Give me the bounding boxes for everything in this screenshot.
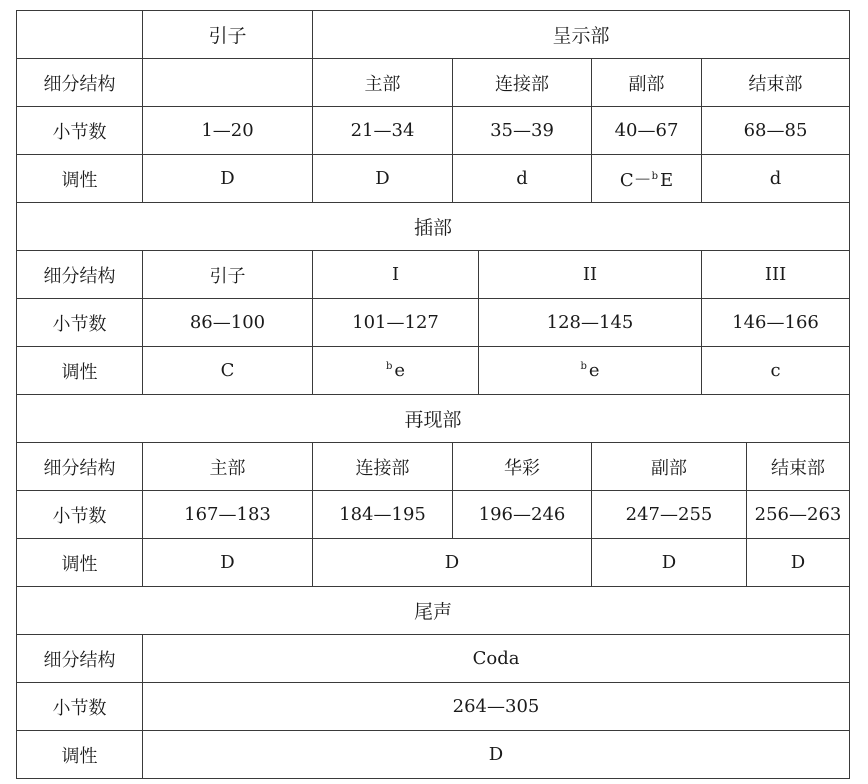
bars-cell: 68—85 xyxy=(702,107,850,155)
recapitulation-key-row xyxy=(17,539,850,587)
key-text: e xyxy=(588,360,600,381)
recapitulation-structure-row xyxy=(17,443,850,491)
coda-key-row xyxy=(17,731,850,779)
key-text: e xyxy=(394,360,406,381)
coda-heading: 尾声 xyxy=(17,587,850,635)
structure-cell: 引子 xyxy=(143,251,313,299)
recapitulation-heading: 再现部 xyxy=(17,395,850,443)
coda-structure-row xyxy=(17,635,850,683)
structure-cell: 副部 xyxy=(592,59,702,107)
bars-cell: 167—183 xyxy=(143,491,313,539)
key-cell xyxy=(479,347,702,395)
row-label-bars: 小节数 xyxy=(17,491,143,539)
row-label-bars: 小节数 xyxy=(17,683,143,731)
row-label-key: 调性 xyxy=(17,731,143,779)
structure-cell: 主部 xyxy=(143,443,313,491)
episode-bars-row xyxy=(17,299,850,347)
key-text: C－ xyxy=(619,169,652,191)
episode-heading: 插部 xyxy=(17,203,850,251)
key-cell xyxy=(592,155,702,203)
episode-heading-row xyxy=(17,203,850,251)
bars-cell: 196—246 xyxy=(453,491,592,539)
key-cell: D xyxy=(747,539,850,587)
exposition-structure-row xyxy=(17,59,850,107)
row-label-bars: 小节数 xyxy=(17,107,143,155)
structure-cell: 连接部 xyxy=(313,443,453,491)
flat-sign: b xyxy=(580,361,587,372)
exposition-heading-row xyxy=(17,11,850,59)
key-cell: C xyxy=(143,347,313,395)
flat-sign: b xyxy=(651,170,659,182)
structure-cell: Coda xyxy=(143,635,850,683)
structure-cell: 结束部 xyxy=(747,443,850,491)
key-cell: d xyxy=(702,155,850,203)
coda-heading-row xyxy=(17,587,850,635)
key-cell: D xyxy=(143,539,313,587)
row-label-subdivision: 细分结构 xyxy=(17,443,143,491)
structure-cell: 华彩 xyxy=(453,443,592,491)
key-cell: D xyxy=(143,731,850,779)
bars-cell: 264—305 xyxy=(143,683,850,731)
row-label-key: 调性 xyxy=(17,347,143,395)
corner-cell xyxy=(17,11,143,59)
row-label-key: 调性 xyxy=(17,539,143,587)
key-cell: D xyxy=(592,539,747,587)
key-text: E xyxy=(660,169,674,191)
intro-heading: 引子 xyxy=(143,11,313,59)
bars-cell: 21—34 xyxy=(313,107,453,155)
bars-cell: 1—20 xyxy=(143,107,313,155)
bars-cell: 40—67 xyxy=(592,107,702,155)
structure-cell: 结束部 xyxy=(702,59,850,107)
structure-cell: 主部 xyxy=(313,59,453,107)
bars-cell: 101—127 xyxy=(313,299,479,347)
intro-structure-cell xyxy=(143,59,313,107)
key-cell: d xyxy=(453,155,592,203)
exposition-key-row xyxy=(17,155,850,203)
structure-cell: II xyxy=(479,251,702,299)
key-cell xyxy=(313,347,479,395)
bars-cell: 256—263 xyxy=(747,491,850,539)
episode-key-row xyxy=(17,347,850,395)
structure-cell: III xyxy=(702,251,850,299)
sonata-form-analysis-table xyxy=(16,10,850,779)
row-label-subdivision: 细分结构 xyxy=(17,635,143,683)
recapitulation-bars-row xyxy=(17,491,850,539)
row-label-subdivision: 细分结构 xyxy=(17,59,143,107)
coda-bars-row xyxy=(17,683,850,731)
bars-cell: 184—195 xyxy=(313,491,453,539)
key-cell: D xyxy=(313,155,453,203)
episode-structure-row xyxy=(17,251,850,299)
exposition-heading: 呈示部 xyxy=(313,11,850,59)
row-label-key: 调性 xyxy=(17,155,143,203)
bars-cell: 128—145 xyxy=(479,299,702,347)
key-cell: D xyxy=(313,539,592,587)
bars-cell: 35—39 xyxy=(453,107,592,155)
exposition-bars-row xyxy=(17,107,850,155)
flat-sign: b xyxy=(385,361,393,372)
row-label-subdivision: 细分结构 xyxy=(17,251,143,299)
bars-cell: 146—166 xyxy=(702,299,850,347)
bars-cell: 86—100 xyxy=(143,299,313,347)
bars-cell: 247—255 xyxy=(592,491,747,539)
recapitulation-heading-row xyxy=(17,395,850,443)
key-cell: c xyxy=(702,347,850,395)
structure-cell: 副部 xyxy=(592,443,747,491)
key-cell: D xyxy=(143,155,313,203)
structure-cell: 连接部 xyxy=(453,59,592,107)
structure-cell: I xyxy=(313,251,479,299)
row-label-bars: 小节数 xyxy=(17,299,143,347)
